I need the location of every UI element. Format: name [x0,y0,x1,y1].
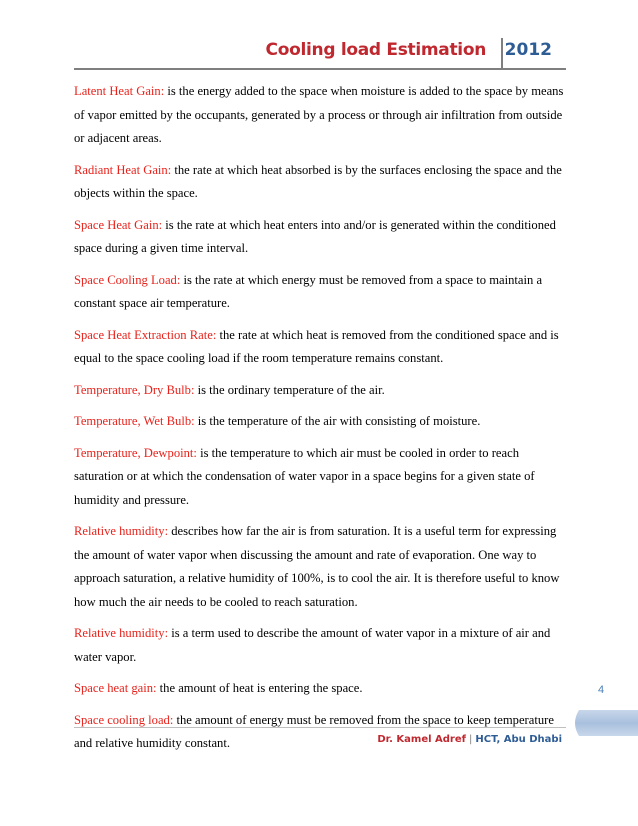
definition-term: Space cooling load: [74,712,174,727]
definition-temperature-dewpoint [74,442,564,513]
definition-relative-humidity-2 [74,622,564,669]
definition-term: Space heat gain: [74,681,157,695]
definitions-body [74,80,564,764]
definition-term: Space Heat Gain: [74,217,163,232]
definition-space-heat-gain-2 [74,677,564,701]
footer-separator: | [468,734,473,745]
definition-term: Radiant Heat Gain: [74,162,172,177]
definition-text: is the temperature of the air with consisting of moisture. [194,414,481,428]
definition-temperature-wet-bulb [74,410,564,434]
header-separator [501,38,503,70]
footer-rule [74,727,566,728]
definition-temperature-dry-bulb [74,379,564,403]
definition-space-heat-gain [74,214,564,261]
definition-term: Space Heat Extraction Rate: [74,327,217,342]
header-rule [74,68,566,70]
definition-relative-humidity [74,520,564,614]
definition-term: Relative humidity: [74,626,169,640]
definition-text: the rate at which heat is removed from the conditioned space and is equal to the space cooling load if the room temperature remains constant. [74,327,559,365]
definition-text: the rate at which heat absorbed is by the surfaces enclosing the space and the objects within the space. [74,162,562,200]
definition-term: Space Cooling Load: [74,272,181,287]
definition-text: is the ordinary temperature of the air. [194,382,385,397]
definition-text: is the energy added to the space when moisture is added to the space by means of vapor emitted by the occupants, generated by a process or through air infiltration from outside or adjacent areas. [74,84,564,145]
definition-term: Temperature, Dry Bulb: [74,382,195,397]
definition-space-cooling-load-2 [74,709,564,756]
definition-radiant-heat-gain [74,159,564,206]
document-year: 2012 [504,40,552,60]
definition-latent-heat-gain [74,80,564,151]
definition-term: Relative humidity: [74,524,169,538]
page-header [74,36,566,70]
definition-text: the amount of heat is entering the space. [156,681,363,695]
definition-text: the amount of energy must be removed from the space to keep temperature and relative humidity constant. [74,712,554,750]
definition-text: is the temperature to which air must be cooled in order to reach saturation or at which the condensation of water vapor in a space begins for a given state of humidity and pressure. [74,445,535,507]
definition-text: is a term used to describe the amount of water vapor in a mixture of air and water vapor. [74,626,551,664]
page-tab-graphic [571,708,638,738]
document-title: Cooling load Estimation [265,40,486,60]
page-number: 4 [598,684,605,696]
definition-text: describes how far the air is from saturation. It is a useful term for expressing the amount of water vapor when discussing the amount and rate of evaporation. One way to approach saturation, a relative humidity of 100%, is to cool the air. It is therefore useful to know how much the air needs to be cooled to reach saturation. [74,524,560,609]
definition-space-heat-extraction-rate [74,324,564,371]
page-footer [377,734,562,745]
footer-institution: HCT, Abu Dhabi [475,734,562,745]
definition-text: is the rate at which energy must be removed from a space to maintain a constant space air temperature. [74,272,543,310]
definition-text: is the rate at which heat enters into and/or is generated within the conditioned space during a given time interval. [74,217,556,255]
definition-term: Temperature, Wet Bulb: [74,414,195,428]
definition-term: Temperature, Dewpoint: [74,445,197,460]
footer-author: Dr. Kamel Adref [377,734,466,745]
definition-space-cooling-load [74,269,564,316]
definition-term: Latent Heat Gain: [74,84,165,98]
